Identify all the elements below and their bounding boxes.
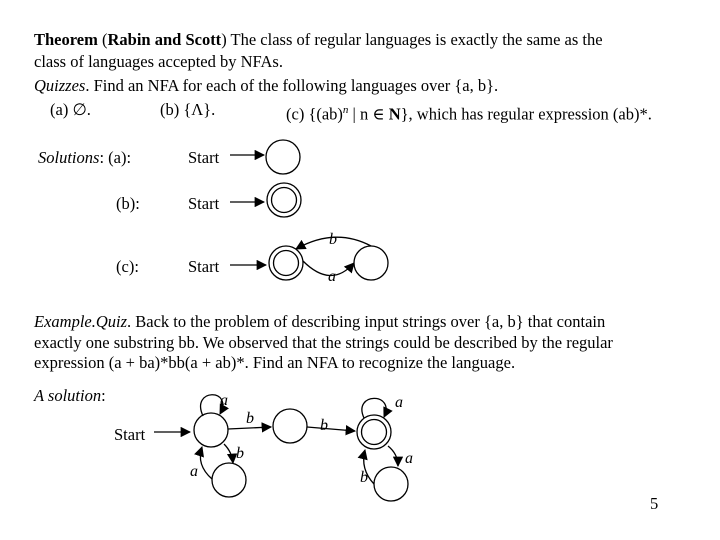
example-line-3: expression (a + ba)*bb(a + ab)*. Find an NFA to recognize the language.	[34, 353, 516, 372]
state-q3-inner	[362, 420, 387, 445]
edge-label-a: a	[328, 268, 336, 285]
nfa-b	[230, 183, 301, 217]
edge-q0-q1-label: b	[236, 445, 244, 462]
edge-q3-q4-label: a	[405, 450, 413, 467]
quizzes-text: . Find an NFA for each of the following languages over {a, b}.	[85, 76, 499, 95]
state-circle	[354, 246, 388, 280]
example-line-1: Example.Quiz. Back to the problem of describing input strings over {a, b} that contain	[34, 312, 606, 331]
quiz-item-a: (a) ∅.	[50, 100, 91, 119]
edge-q4-q3-label: b	[360, 469, 368, 486]
theorem-text-1: The class of regular languages is exactly the same as the	[230, 30, 603, 49]
page-number: 5	[650, 494, 659, 513]
state-q2	[273, 409, 307, 443]
edge-q1-q0	[200, 447, 212, 479]
edge-q0-q2	[228, 427, 271, 429]
edge-q0-q1	[224, 444, 233, 463]
nfa-solution	[154, 392, 413, 501]
edge-label-b: b	[329, 231, 337, 248]
state-q0	[194, 413, 228, 447]
edge-q1-q0-label: a	[190, 463, 198, 480]
state-circle	[266, 140, 300, 174]
loop-q0-label: a	[220, 392, 228, 409]
start-label-b: Start	[188, 194, 220, 213]
solution-label: A solution:	[34, 386, 106, 405]
theorem-attribution: (Rabin and Scott)	[101, 30, 227, 49]
edge-q2-q3-label: b	[320, 417, 328, 434]
start-label-a: Start	[188, 148, 220, 167]
theorem-heading: Theorem	[34, 30, 98, 49]
nfa-a	[230, 140, 300, 174]
solutions-label-b: (b):	[116, 194, 140, 213]
example-line-2: exactly one substring bb. We observed that the strings could be described by the regular	[34, 333, 613, 352]
edge-q0-q2-label: b	[246, 410, 254, 427]
solution-start-label: Start	[114, 425, 146, 444]
edge-q2-q3	[307, 427, 355, 431]
accept-state-inner	[272, 188, 297, 213]
solutions-label-a: Solutions: (a):	[38, 148, 132, 167]
state-q4	[374, 467, 408, 501]
accept-state-inner	[274, 251, 299, 276]
loop-q3-label: a	[395, 394, 403, 411]
example-label: Example.Quiz	[34, 312, 128, 331]
quiz-item-c: (c) {(ab)$^n$ | n ∈ N}, which has regular expression (ab)*.	[286, 104, 652, 124]
nfa-c	[230, 231, 388, 285]
state-q1	[212, 463, 246, 497]
start-label-c: Start	[188, 257, 220, 276]
edge-q3-q4	[388, 446, 398, 466]
quizzes-label: Quizzes	[34, 76, 86, 95]
solutions-label-c: (c):	[116, 257, 139, 276]
quiz-item-b: (b) {Λ}.	[160, 100, 216, 119]
theorem-text-2: class of languages accepted by NFAs.	[34, 52, 283, 71]
